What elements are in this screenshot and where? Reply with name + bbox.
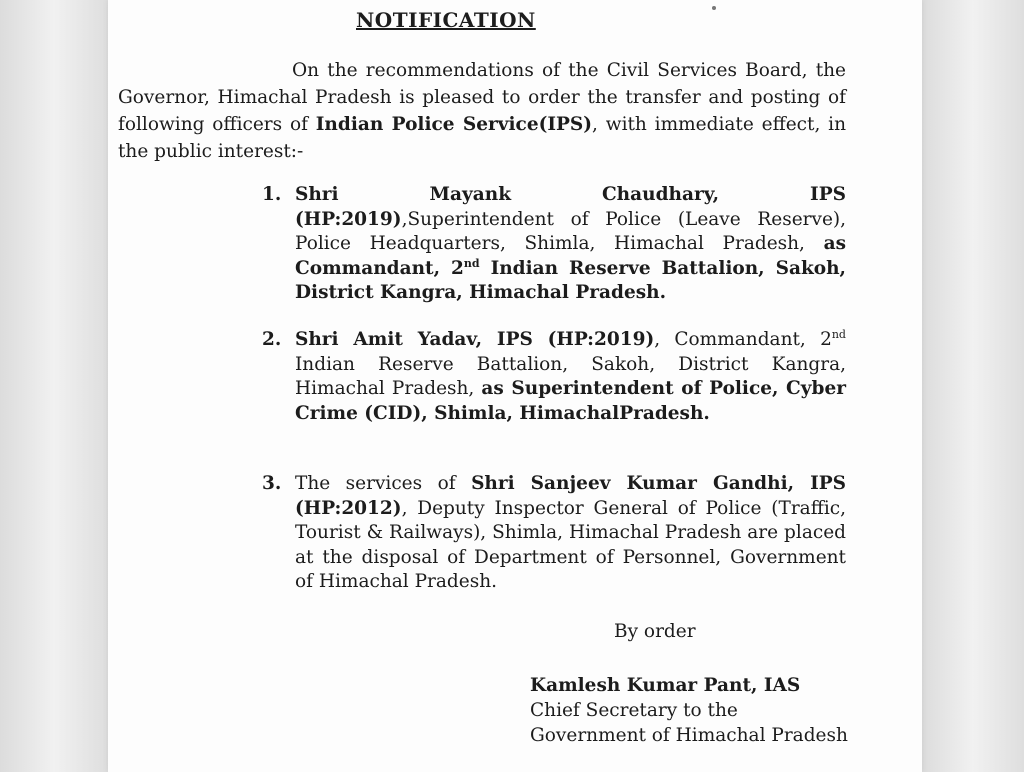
intro-text-2: , with immediate effect, in the public interest:- <box>118 114 846 162</box>
item-text: The services of <box>295 473 472 494</box>
intro-service-name: Indian Police Service(IPS) <box>315 114 593 135</box>
list-item <box>262 328 846 426</box>
officer-name: Shri Mayank Chaudhary, IPS (HP:2019) <box>295 184 846 230</box>
background-right <box>922 0 1024 772</box>
ordinal-suffix: nd <box>831 327 846 341</box>
item-number: 3. <box>262 473 282 494</box>
item-text: , Commandant, 2 <box>654 329 832 350</box>
page-title: NOTIFICATION <box>356 8 536 32</box>
officer-name: Shri Sanjeev Kumar Gandhi, IPS (HP:2012) <box>295 473 846 519</box>
signature-block <box>530 673 848 748</box>
intro-paragraph <box>118 57 846 165</box>
ordinal-suffix: nd <box>463 256 480 270</box>
by-order-text: By order <box>614 621 696 642</box>
officer-name: Shri Amit Yadav, IPS (HP:2019) <box>295 329 655 350</box>
item-number: 2. <box>262 329 282 350</box>
list-item <box>262 472 846 595</box>
signatory-name: Kamlesh Kumar Pant, IAS <box>530 675 801 696</box>
list-item <box>262 183 846 306</box>
notification-page <box>108 0 922 772</box>
item-number: 1. <box>262 184 282 205</box>
signatory-designation-1: Chief Secretary to the <box>530 700 738 721</box>
posting-text-cont: Indian Reserve Battalion, Sakoh, District Kangra, Himachal Pradesh. <box>295 257 847 303</box>
paper-speck <box>712 6 716 10</box>
item-text-cont: Indian Reserve Battalion, Sakoh, District Kangra, Himachal Pradesh, <box>295 353 846 399</box>
item-text: ,Superintendent of Police (Leave Reserve), Police Headquarters, Shimla, Himachal Pradesh, <box>295 208 846 254</box>
posting-text: as Commandant, 2 <box>295 233 846 279</box>
intro-text-1: On the recommendations of the Civil Services Board, the Governor, Himachal Pradesh is pleased to order the transfer and posting of following officers of <box>118 60 846 135</box>
signatory-designation-2: Government of Himachal Pradesh <box>530 725 848 746</box>
background-left <box>0 0 108 772</box>
posting-text: as Superintendent of Police, Cyber Crime (CID), Shimla, HimachalPradesh. <box>295 378 846 424</box>
item-text-cont: , Deputy Inspector General of Police (Traffic, Tourist & Railways), Shimla, Himachal Pradesh are placed at the disposal of Department of Personnel, Government of Himachal Pradesh. <box>295 497 846 592</box>
